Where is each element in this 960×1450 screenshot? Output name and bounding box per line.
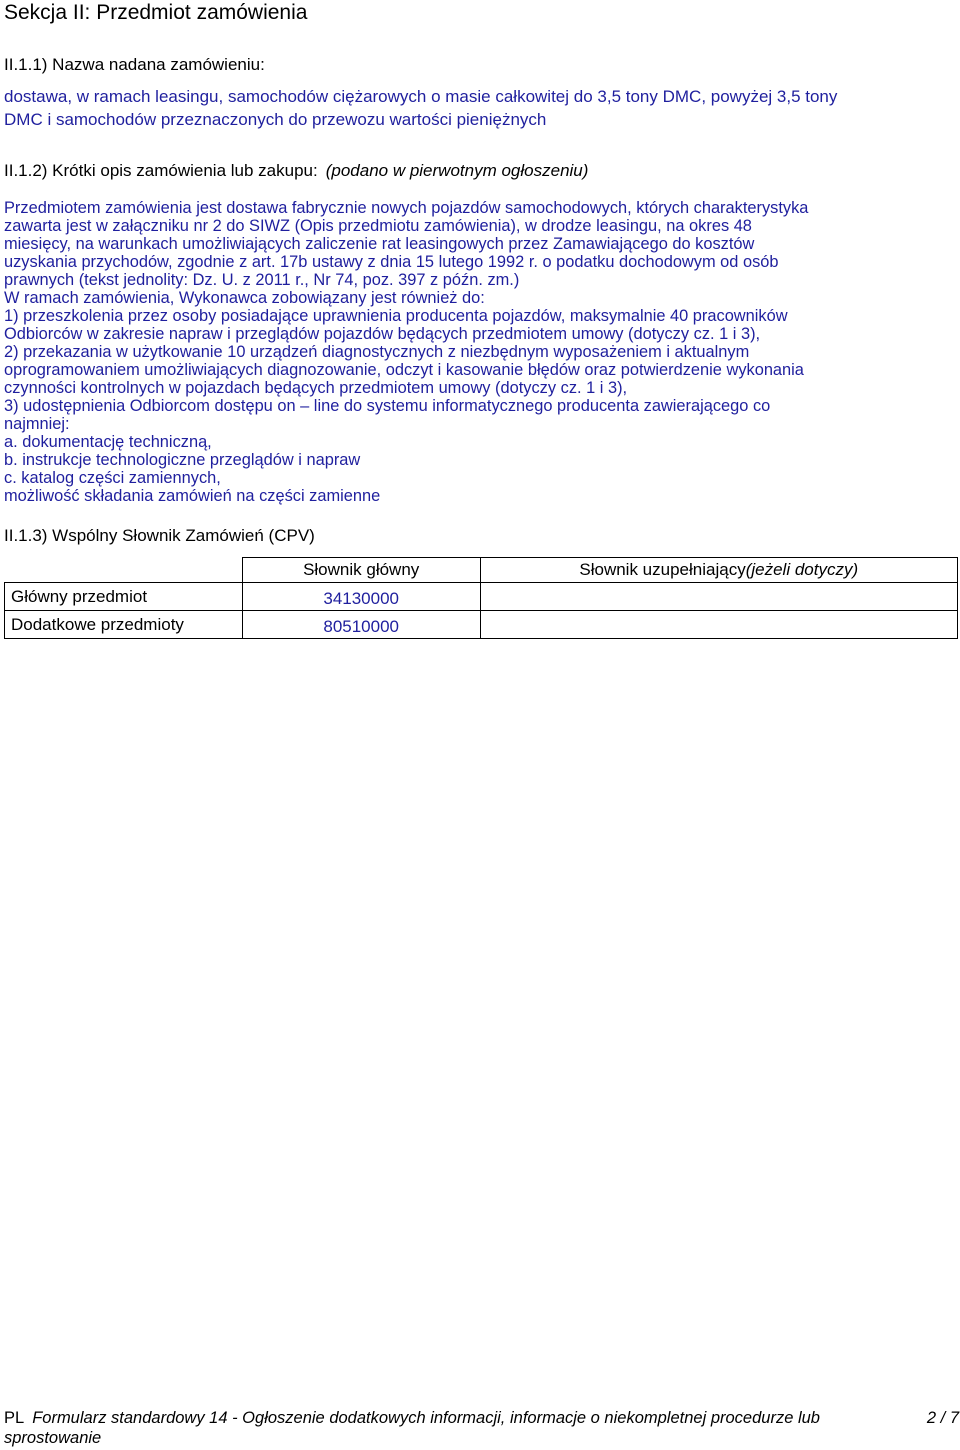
description-line: zawarta jest w załączniku nr 2 do SIWZ (Opis przedmiotu zamówienia), w drodze leasingu, na okres 48 [4, 217, 752, 235]
cpv-code: 34130000 [242, 583, 480, 611]
page-footer [4, 1408, 959, 1448]
footer-form-name: Formularz standardowy 14 - Ogłoszenie dodatkowych informacji, informacje o niekompletnej procedurze lub [32, 1409, 820, 1427]
description-body [4, 199, 954, 505]
contract-name-line: DMC i samochodów przeznaczonych do przewozu wartości pieniężnych [4, 110, 547, 129]
contract-name [4, 85, 956, 131]
description-label: II.1.2) Krótki opis zamówienia lub zakupu: [4, 161, 318, 180]
name-label: II.1.1) Nazwa nadana zamówieniu: [4, 55, 265, 74]
description-line: b. instrukcje technologiczne przeglądów i napraw [4, 451, 361, 469]
description-heading [4, 161, 588, 181]
cpv-supp-header-label: Słownik uzupełniający [579, 560, 746, 579]
cpv-row-label: Główny przedmiot [5, 583, 243, 611]
description-line: Odbiorców w zakresie napraw i przeglądów pojazdów będących przedmiotem umowy (dotyczy cz. 1 i 3), [4, 325, 761, 343]
section-title: Sekcja II: Przedmiot zamówienia [4, 1, 308, 24]
description-line: W ramach zamówienia, Wykonawca zobowiązany jest również do: [4, 289, 485, 307]
description-line: a. dokumentację techniczną, [4, 433, 212, 451]
description-line: czynności kontrolnych w pojazdach będących przedmiotem umowy (dotyczy cz. 1 i 3), [4, 379, 628, 397]
description-line: oprogramowaniem umożliwiających diagnozowanie, odczyt i kasowanie błędów oraz potwierdzenie wykonania [4, 361, 804, 379]
cpv-label: II.1.3) Wspólny Słownik Zamówień (CPV) [4, 526, 315, 545]
description-line: c. katalog części zamiennych, [4, 469, 221, 487]
cpv-supp-cell [480, 583, 957, 611]
description-line: Przedmiotem zamówienia jest dostawa fabrycznie nowych pojazdów samochodowych, których charakterystyka [4, 199, 809, 217]
description-note: (podano w pierwotnym ogłoszeniu) [325, 161, 589, 180]
table-row [5, 611, 958, 639]
cpv-code: 80510000 [242, 611, 480, 639]
description-line: miesięcy, na warunkach umożliwiających zaliczenie rat leasingowych przez Zamawiającego do kosztów [4, 235, 755, 253]
table-corner [5, 558, 243, 583]
description-line: 2) przekazania w użytkowanie 10 urządzeń diagnostycznych z niezbędnym wyposażeniem i aktualnym [4, 343, 750, 361]
footer-form-name-cont: sprostowanie [4, 1429, 102, 1447]
cpv-supp-header [480, 558, 957, 583]
cpv-supp-cell [480, 611, 957, 639]
footer-language: PL [4, 1409, 25, 1427]
table-row [5, 583, 958, 611]
cpv-table [4, 557, 958, 639]
cpv-supp-header-note: (jeżeli dotyczy) [745, 560, 859, 579]
description-line: uzyskania przychodów, zgodnie z art. 17b ustawy z dnia 15 lutego 1992 r. o podatku dochodowym od osób [4, 253, 779, 271]
contract-name-line: dostawa, w ramach leasingu, samochodów ciężarowych o masie całkowitej do 3,5 tony DMC, powyżej 3,5 tony [4, 87, 838, 106]
description-line: możliwość składania zamówień na części zamienne [4, 487, 381, 505]
description-line: 1) przeszkolenia przez osoby posiadające uprawnienia producenta pojazdów, maksymalnie 40 pracowników [4, 307, 788, 325]
cpv-main-header: Słownik główny [242, 558, 480, 583]
description-line: 3) udostępnienia Odbiorcom dostępu on – line do systemu informatycznego producenta zawierającego co [4, 397, 771, 415]
cpv-row-label: Dodatkowe przedmioty [5, 611, 243, 639]
table-row [5, 558, 958, 583]
description-line: najmniej: [4, 415, 70, 433]
footer-page-number: 2 / 7 [926, 1409, 959, 1427]
description-line: prawnych (tekst jednolity: Dz. U. z 2011 r., Nr 74, poz. 397 z późn. zm.) [4, 271, 520, 289]
